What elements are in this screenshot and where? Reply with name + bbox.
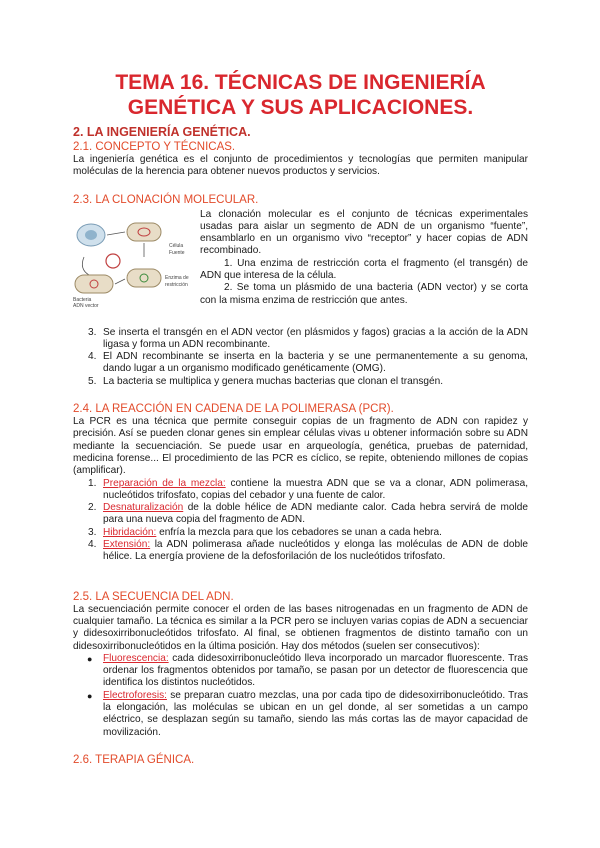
term-desnaturalizacion: Desnaturalización (103, 502, 184, 514)
term-hibridacion: Hibridación: (103, 526, 157, 538)
subheading-clonacion: 2.3. LA CLONACIÓN MOLECULAR. (73, 193, 259, 206)
clonacion-text (200, 209, 528, 307)
subheading-pcr: 2.4. LA REACCIÓN EN CADENA DE LA POLIMERASA (PCR). (73, 403, 394, 416)
list-number: 5. (88, 375, 97, 387)
term-preparacion: Preparación de la mezcla: (103, 477, 226, 489)
list-item: 2. Se toma un plásmido de una bacteria (ADN vector) y se corta con la misma enzima de restricción que antes. (200, 282, 528, 306)
figure-label: Bacteria (73, 296, 92, 303)
pcr-steps (73, 478, 528, 564)
list-item: 1. Una enzima de restricción corta el fragmento (el transgén) de ADN que interesa de la célula. (200, 257, 528, 282)
term-fluorescencia: Fluorescencia: (103, 652, 169, 664)
figure-label: ADN vector (73, 302, 99, 307)
term-electroforesis: Electroforesis: (103, 689, 167, 701)
list-text: se preparan cuatro mezclas, una por cada tipo de didesoxirribonucleótido. Tras la elongación, las moléculas se ubican en un gel donde, al ser sometidas a un campo eléctrico, se desplazan según su tamaño, siendo las más cortas las de mayor capacidad de movilización. (103, 689, 528, 738)
figure-label: Enzima de (165, 274, 189, 281)
list-text: La bacteria se multiplica y genera muchas bacterias que clonan el transgén. (103, 375, 444, 387)
list-item (73, 653, 528, 690)
list-text: la ADN polimerasa añade nucleótidos y elonga las moléculas de ADN de doble hélice. La energía proviene de la defosforilación de los nucleótidos trifosfato. (103, 539, 528, 563)
list-item (73, 539, 528, 564)
list-number: 1. (88, 477, 97, 489)
clonacion-steps (73, 327, 528, 388)
section-heading-ingenieria: 2. LA INGENIERÍA GENÉTICA. (73, 125, 251, 139)
list-text: cada didesoxirribonucleótido lleva incorporado un marcador fluorescente. Tras ordenar los fragmentos obtenidos por tamaño, se pasan por un detector de fluorescencia que identifica los distintos nucleótidos. (103, 652, 528, 689)
list-text: contiene la muestra ADN que se va a clonar, ADN polimerasa, nucleótidos trifosfato, copias del cebador y una fuente de calor. (103, 477, 528, 501)
bullet-icon: ● (87, 690, 93, 701)
list-text: de la doble hélice de ADN mediante calor. Cada hebra servirá de molde para una nueva copia del fragmento de ADN. (103, 502, 528, 526)
figure-label: Fuente (169, 249, 185, 256)
figure-label: Célula (169, 242, 184, 249)
bullet-icon: ● (87, 653, 93, 664)
list-item (73, 502, 528, 527)
list-text: Se inserta el transgén en el ADN vector (en plásmidos y fagos) gracias a la acción de la ADN ligasa y forma un ADN recombinante. (103, 326, 528, 350)
term-extension: Extensión: (103, 539, 151, 551)
document-page (73, 70, 528, 767)
list-item (73, 376, 528, 388)
page-title: TEMA 16. TÉCNICAS DE INGENIERÍA GENÉTICA Y SUS APLICACIONES. (115, 71, 486, 119)
list-item (73, 690, 528, 739)
subheading-terapia: 2.6. TERAPIA GÉNICA. (73, 753, 195, 766)
list-number: 3. (88, 326, 97, 338)
figure-label: restricción (165, 281, 188, 288)
subheading-secuencia: 2.5. LA SECUENCIA DEL ADN. (73, 590, 234, 603)
list-item (73, 351, 528, 376)
secuencia-methods (73, 653, 528, 739)
subheading-concepto: 2.1. CONCEPTO Y TÉCNICAS. (73, 141, 236, 153)
clonacion-block (73, 209, 528, 327)
list-text: enfría la mezcla para que los cebadores se unan a cada hebra. (156, 526, 442, 538)
paragraph-secuencia: La secuenciación permite conocer el orden de las bases nitrogenadas en un fragmento de ADN de cualquier tamaño. La técnica es similar a la PCR pero se incluyen varias copias de ADN a secuenciar y didesoxirribonucleótidos trifosfato. Al final, se obtienen fragmentos de distinto tamaño con un didesoxirribonucleótidos en la última posición. Hay dos métodos (suelen ser consecutivos): (73, 603, 528, 652)
list-number: 2. (88, 502, 97, 514)
paragraph-clonacion: La clonación molecular es el conjunto de técnicas experimentales usadas para aislar un segmento de ADN de un organismo “fuente”, ensamblarlo en un organismo vivo “receptor” y hacer copias de ADN recombinado. (200, 208, 528, 257)
list-item (73, 478, 528, 503)
list-item (73, 327, 528, 352)
list-number: 3. (88, 526, 97, 538)
cloning-diagram (69, 217, 191, 307)
list-item (73, 527, 528, 539)
paragraph-concepto: La ingeniería genética es el conjunto de procedimientos y tecnologías que permiten manipular moléculas de la herencia para obtener nuevos productos y servicios. (73, 154, 528, 178)
list-number: 4. (88, 351, 97, 363)
list-number: 4. (88, 539, 97, 551)
paragraph-pcr: La PCR es una técnica que permite conseguir copias de un fragmento de ADN con rapidez y precisión. Así se pueden clonar genes sin emplear células vivas u obtener información sobre su ADN mediante la secuenciación. Se puede usar en arqueología, genética, pruebas de paternidad, medicina forense... El procedimiento de las PCR es cíclico, se repite, obteniendo millones de copias (amplificar). (73, 416, 528, 477)
list-text: El ADN recombinante se inserta en la bacteria y se une permanentemente a su genoma, dando lugar a un organismo modificado genéticamente (OMG). (103, 351, 528, 375)
